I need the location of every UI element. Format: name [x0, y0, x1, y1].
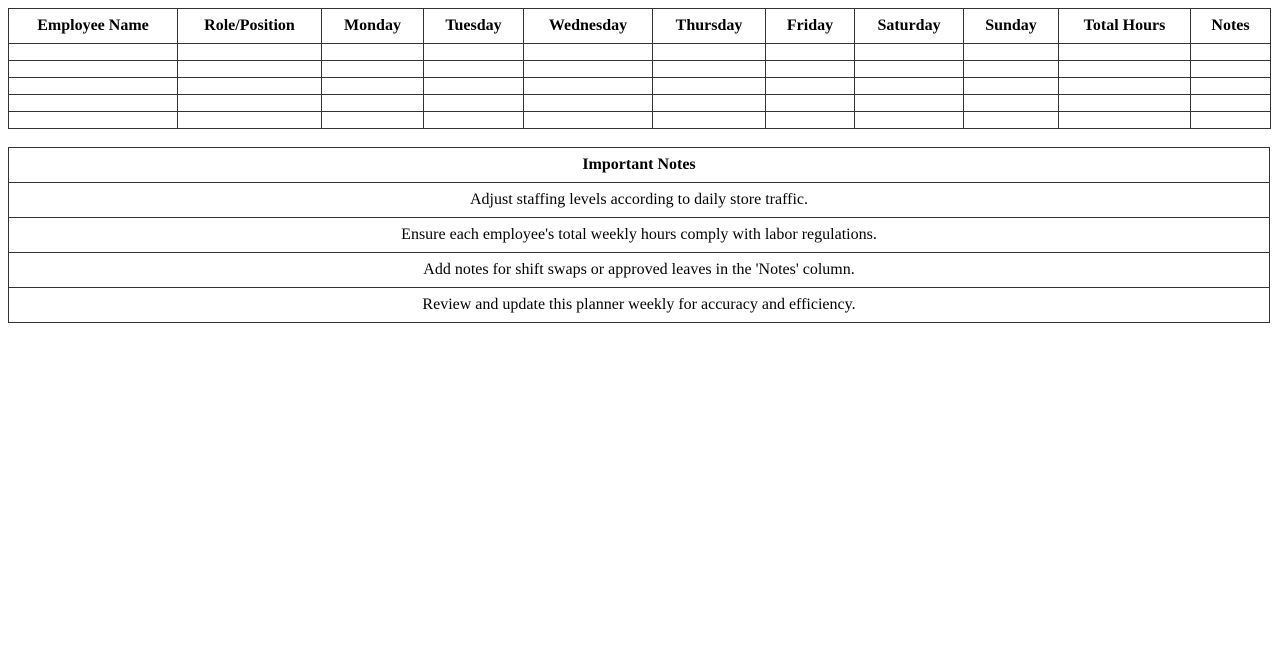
schedule-cell[interactable] — [178, 112, 322, 129]
schedule-cell[interactable] — [524, 44, 653, 61]
schedule-cell[interactable] — [1059, 44, 1191, 61]
schedule-cell[interactable] — [1059, 112, 1191, 129]
schedule-cell[interactable] — [653, 112, 766, 129]
schedule-cell[interactable] — [653, 78, 766, 95]
schedule-cell[interactable] — [1191, 95, 1271, 112]
schedule-cell[interactable] — [964, 78, 1059, 95]
col-sunday: Sunday — [964, 9, 1059, 44]
schedule-cell[interactable] — [855, 95, 964, 112]
schedule-cell[interactable] — [964, 95, 1059, 112]
schedule-cell[interactable] — [322, 44, 424, 61]
schedule-cell[interactable] — [9, 44, 178, 61]
schedule-cell[interactable] — [524, 61, 653, 78]
page-content — [8, 8, 1270, 323]
col-total-hours: Total Hours — [1059, 9, 1191, 44]
schedule-cell[interactable] — [1059, 95, 1191, 112]
note-item: Add notes for shift swaps or approved leaves in the 'Notes' column. — [9, 253, 1270, 288]
schedule-cell[interactable] — [424, 44, 524, 61]
schedule-cell[interactable] — [855, 112, 964, 129]
schedule-row — [9, 44, 1271, 61]
schedule-table — [8, 8, 1271, 129]
schedule-cell[interactable] — [524, 112, 653, 129]
schedule-cell[interactable] — [322, 61, 424, 78]
schedule-cell[interactable] — [178, 78, 322, 95]
col-notes: Notes — [1191, 9, 1271, 44]
schedule-cell[interactable] — [9, 78, 178, 95]
notes-title: Important Notes — [9, 148, 1270, 183]
note-row — [9, 218, 1270, 253]
schedule-row — [9, 61, 1271, 78]
schedule-cell[interactable] — [855, 61, 964, 78]
schedule-cell[interactable] — [964, 44, 1059, 61]
schedule-cell[interactable] — [1191, 61, 1271, 78]
schedule-cell[interactable] — [766, 44, 855, 61]
schedule-cell[interactable] — [1191, 78, 1271, 95]
schedule-cell[interactable] — [9, 95, 178, 112]
note-row — [9, 253, 1270, 288]
schedule-header — [9, 9, 1271, 44]
schedule-row — [9, 112, 1271, 129]
schedule-body — [9, 44, 1271, 129]
schedule-cell[interactable] — [766, 112, 855, 129]
schedule-cell[interactable] — [9, 112, 178, 129]
schedule-cell[interactable] — [766, 78, 855, 95]
col-thursday: Thursday — [653, 9, 766, 44]
note-row — [9, 288, 1270, 323]
important-notes-table — [8, 147, 1270, 323]
notes-title-row — [9, 148, 1270, 183]
col-role-position: Role/Position — [178, 9, 322, 44]
schedule-cell[interactable] — [9, 61, 178, 78]
schedule-cell[interactable] — [1059, 61, 1191, 78]
schedule-cell[interactable] — [424, 112, 524, 129]
col-monday: Monday — [322, 9, 424, 44]
schedule-header-row — [9, 9, 1271, 44]
schedule-cell[interactable] — [1191, 112, 1271, 129]
col-tuesday: Tuesday — [424, 9, 524, 44]
schedule-cell[interactable] — [424, 61, 524, 78]
schedule-cell[interactable] — [322, 112, 424, 129]
schedule-cell[interactable] — [855, 78, 964, 95]
col-saturday: Saturday — [855, 9, 964, 44]
schedule-cell[interactable] — [653, 95, 766, 112]
schedule-cell[interactable] — [322, 78, 424, 95]
col-friday: Friday — [766, 9, 855, 44]
schedule-cell[interactable] — [1059, 78, 1191, 95]
schedule-cell[interactable] — [424, 95, 524, 112]
schedule-cell[interactable] — [964, 112, 1059, 129]
schedule-cell[interactable] — [322, 95, 424, 112]
schedule-row — [9, 78, 1271, 95]
schedule-cell[interactable] — [424, 78, 524, 95]
schedule-cell[interactable] — [653, 44, 766, 61]
schedule-cell[interactable] — [178, 44, 322, 61]
schedule-cell[interactable] — [855, 44, 964, 61]
note-row — [9, 183, 1270, 218]
schedule-cell[interactable] — [524, 95, 653, 112]
schedule-cell[interactable] — [766, 95, 855, 112]
schedule-cell[interactable] — [653, 61, 766, 78]
note-item: Review and update this planner weekly for accuracy and efficiency. — [9, 288, 1270, 323]
schedule-cell[interactable] — [524, 78, 653, 95]
note-item: Adjust staffing levels according to daily store traffic. — [9, 183, 1270, 218]
col-employee-name: Employee Name — [9, 9, 178, 44]
schedule-cell[interactable] — [1191, 44, 1271, 61]
schedule-cell[interactable] — [178, 61, 322, 78]
schedule-row — [9, 95, 1271, 112]
col-wednesday: Wednesday — [524, 9, 653, 44]
schedule-cell[interactable] — [766, 61, 855, 78]
schedule-cell[interactable] — [964, 61, 1059, 78]
note-item: Ensure each employee's total weekly hours comply with labor regulations. — [9, 218, 1270, 253]
schedule-cell[interactable] — [178, 95, 322, 112]
